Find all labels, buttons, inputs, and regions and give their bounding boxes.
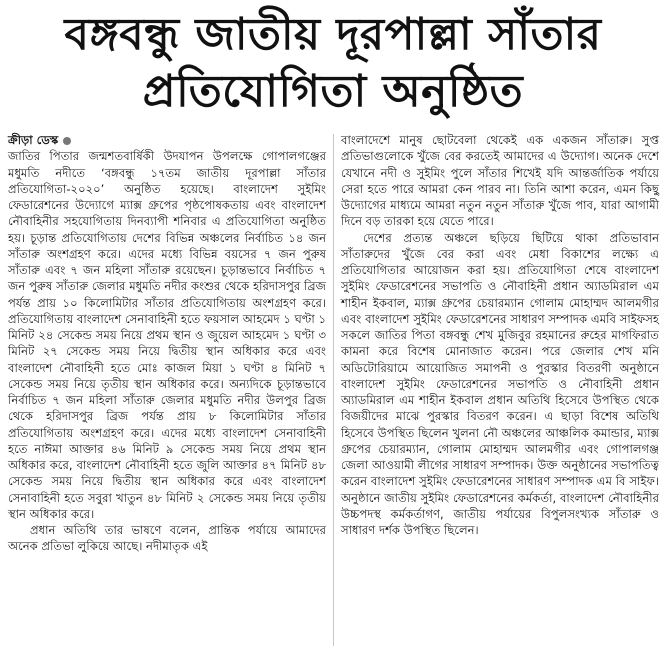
paragraph: প্রধান অতিথি তার ভাষণে বলেন, প্রান্তিক পর্যায়ে আমাদের অনেক প্রতিভা লুকিয়ে আছে। নদীমাতৃক এই bbox=[8, 523, 326, 554]
bullet-icon bbox=[63, 137, 71, 145]
article-column-left bbox=[8, 132, 326, 555]
article-column-right bbox=[341, 132, 659, 538]
headline-line-1: বঙ্গবন্ধু জাতীয় দূরপাল্লা সাঁতার bbox=[64, 9, 602, 60]
headline-line-2: প্রতিযোগিতা অনুষ্ঠিত bbox=[142, 66, 524, 117]
paragraph: বাংলাদেশে মানুষ ছোটবেলা থেকেই এক একজন সাঁতারু। সুপ্ত প্রতিভাগুলোকে খুঁজে বের করতেই আমাদের এ উদ্যোগ। অনেক দেশে যেখানে নদী ও সুইমিং পুলে সাঁতার শিখেই যদি আন্তর্জাতিক পর্যায়ে সেরা হতে পারে আমরা কেন পারব না। তিনি আশা করেন, এমন কিছু উদ্যোগের মাধ্যমে আমরা নতুন নতুন সাঁতারু খুঁজে পাব, যারা আগামী দিনে বড় তারকা হয়ে যেতে পারে। bbox=[341, 133, 659, 229]
headline bbox=[0, 6, 666, 120]
paragraph: দেশের প্রত্যন্ত অঞ্চলে ছড়িয়ে ছিটিয়ে থাকা প্রতিভাবান সাঁতারুদের খুঁজে বের করা এবং মেধা বিকাশের লক্ষ্যে এ প্রতিযোগিতার আয়োজন করা হয়। প্রতিযোগিতা শেষে বাংলাদেশ সুইমিং ফেডারেশনের সভাপতি ও নৌবাহিনী প্রধান অ্যাডমিরাল এম শাহীন ইকবাল, ম্যাক্স গ্রুপের চেয়ারম্যান গোলাম মোহাম্মদ আলমগীর এবং বাংলাদেশ সুইমিং ফেডারেশনের সাধারণ সম্পাদক এমবি সাইফসহ সকলে জাতির পিতা বঙ্গবন্ধু শেখ মুজিবুর রহমানের রুহের মাগফিরাত কামনা করে বিশেষ মোনাজাত করেন। পরে জেলার শেখ মনি অডিটোরিয়ামে আয়োজিত সমাপনী ও পুরস্কার বিতরণী অনুষ্ঠানে বাংলাদেশ সুইমিং ফেডারেশনের সভাপতি ও নৌবাহিনী প্রধান অ্যাডমিরাল এম শাহীন ইকবাল প্রধান অতিথি হিসেবে উপস্থিত থেকে বিজয়ীদের মাঝে পুরস্কার বিতরণ করেন। এ ছাড়া বিশেষ অতিথি হিসেবে উপস্থিত ছিলেন খুলনা নৌ অঞ্চলের আঞ্চলিক কমান্ডার, ম্যাক্স গ্রুপের চেয়ারম্যান, গোলাম মোহাম্মদ আলমগীর এবং গোপালগঞ্জ জেলা আওয়ামী লীগের সাধারণ সম্পাদক। উক্ত অনুষ্ঠানের সভাপতিত্ব করেন বাংলাদেশ সুইমিং ফেডারেশনের সাধারণ সম্পাদক এম বি সাইফ। অনুষ্ঠানে জাতীয় সুইমিং ফেডারেশনের কর্মকর্তা, বাংলাদেশ নৌবাহিনীর উচ্চপদস্থ কর্মকর্তাগণ, জাতীয় পর্যায়ের বিপুলসংখ্যক সাঁতারু ও সাধারণ দর্শক উপস্থিত ছিলেন। bbox=[341, 230, 659, 537]
byline bbox=[8, 132, 326, 148]
byline-text: ক্রীড়া ডেস্ক bbox=[8, 133, 59, 147]
paragraph: জাতির পিতার জন্মশতবার্ষিকী উদযাপন উপলক্ষে গোপালগঞ্জের মধুমতি নদীতে ‘বঙ্গবন্ধু ১৭তম জাতীয় দূরপাল্লা সাঁতার প্রতিযোগিতা-২০২০’ অনুষ্ঠিত হয়েছে। বাংলাদেশ সুইমিং ফেডারেশনের উদ্যোগে ম্যাক্স গ্রুপের পৃষ্ঠপোষকতায় এবং বাংলাদেশ নৌবাহিনীর সহযোগিতায় দিনব্যাপী শনিবার এ প্রতিযোগিতা অনুষ্ঠিত হয়। চূড়ান্ত প্রতিযোগিতায় দেশের বিভিন্ন অঞ্চলের নির্বাচিত ১৪ জন সাঁতারু অংশগ্রহণ করে। এদের মধ্যে বিভিন্ন বয়সের ৭ জন পুরুষ সাঁতারু এবং ৭ জন মহিলা সাঁতারু রয়েছেন। চূড়ান্তভাবে নির্বাচিত ৭ জন পুরুষ সাঁতারু জেলার মধুমতি নদীর কংশুর থেকে হরিদাসপুর ব্রিজ পর্যন্ত প্রায় ১০ কিলোমিটার সাঁতার প্রতিযোগিতায় অংশগ্রহণ করে। প্রতিযোগিতায় বাংলাদেশ সেনাবাহিনী হতে ফয়সাল আহমেদ ১ ঘণ্টা ১ মিনিট ২৪ সেকেন্ড সময় নিয়ে প্রথম স্থান ও জুয়েল আহমেদ ১ ঘণ্টা ৩ মিনিট ২৭ সেকেন্ড সময় নিয়ে দ্বিতীয় স্থান অধিকার করে এবং বাংলাদেশ নৌবাহিনী হতে মোঃ কাজল মিয়া ১ ঘণ্টা ৪ মিনিট ৭ সেকেন্ড সময় নিয়ে তৃতীয় স্থান অধিকার করে। অন্যদিকে চূড়ান্তভাবে নির্বাচিত ৭ জন মহিলা সাঁতারু জেলার মধুমতি নদীর উলপুর ব্রিজ থেকে হরিদাসপুর ব্রিজ পর্যন্ত প্রায় ৮ কিলোমিটার সাঁতার প্রতিযোগিতায় অংশগ্রহণ করে। এদের মধ্যে বাংলাদেশ সেনাবাহিনী হতে নাঈমা আক্তার ৪৬ মিনিট ৯ সেকেন্ড সময় নিয়ে প্রথম স্থান অধিকার করে, বাংলাদেশ নৌবাহিনী হতে জুলি আক্তার ৪৭ মিনিট ৪৮ সেকেন্ড সময় নিয়ে দ্বিতীয় স্থান অধিকার করে এবং বাংলাদেশ সেনাবাহিনী হতে সবুরা খাতুন ৪৮ মিনিট ২ সেকেন্ড সময় নিয়ে তৃতীয় স্থান অধিকার করে। bbox=[8, 149, 326, 521]
column-divider bbox=[333, 134, 334, 646]
